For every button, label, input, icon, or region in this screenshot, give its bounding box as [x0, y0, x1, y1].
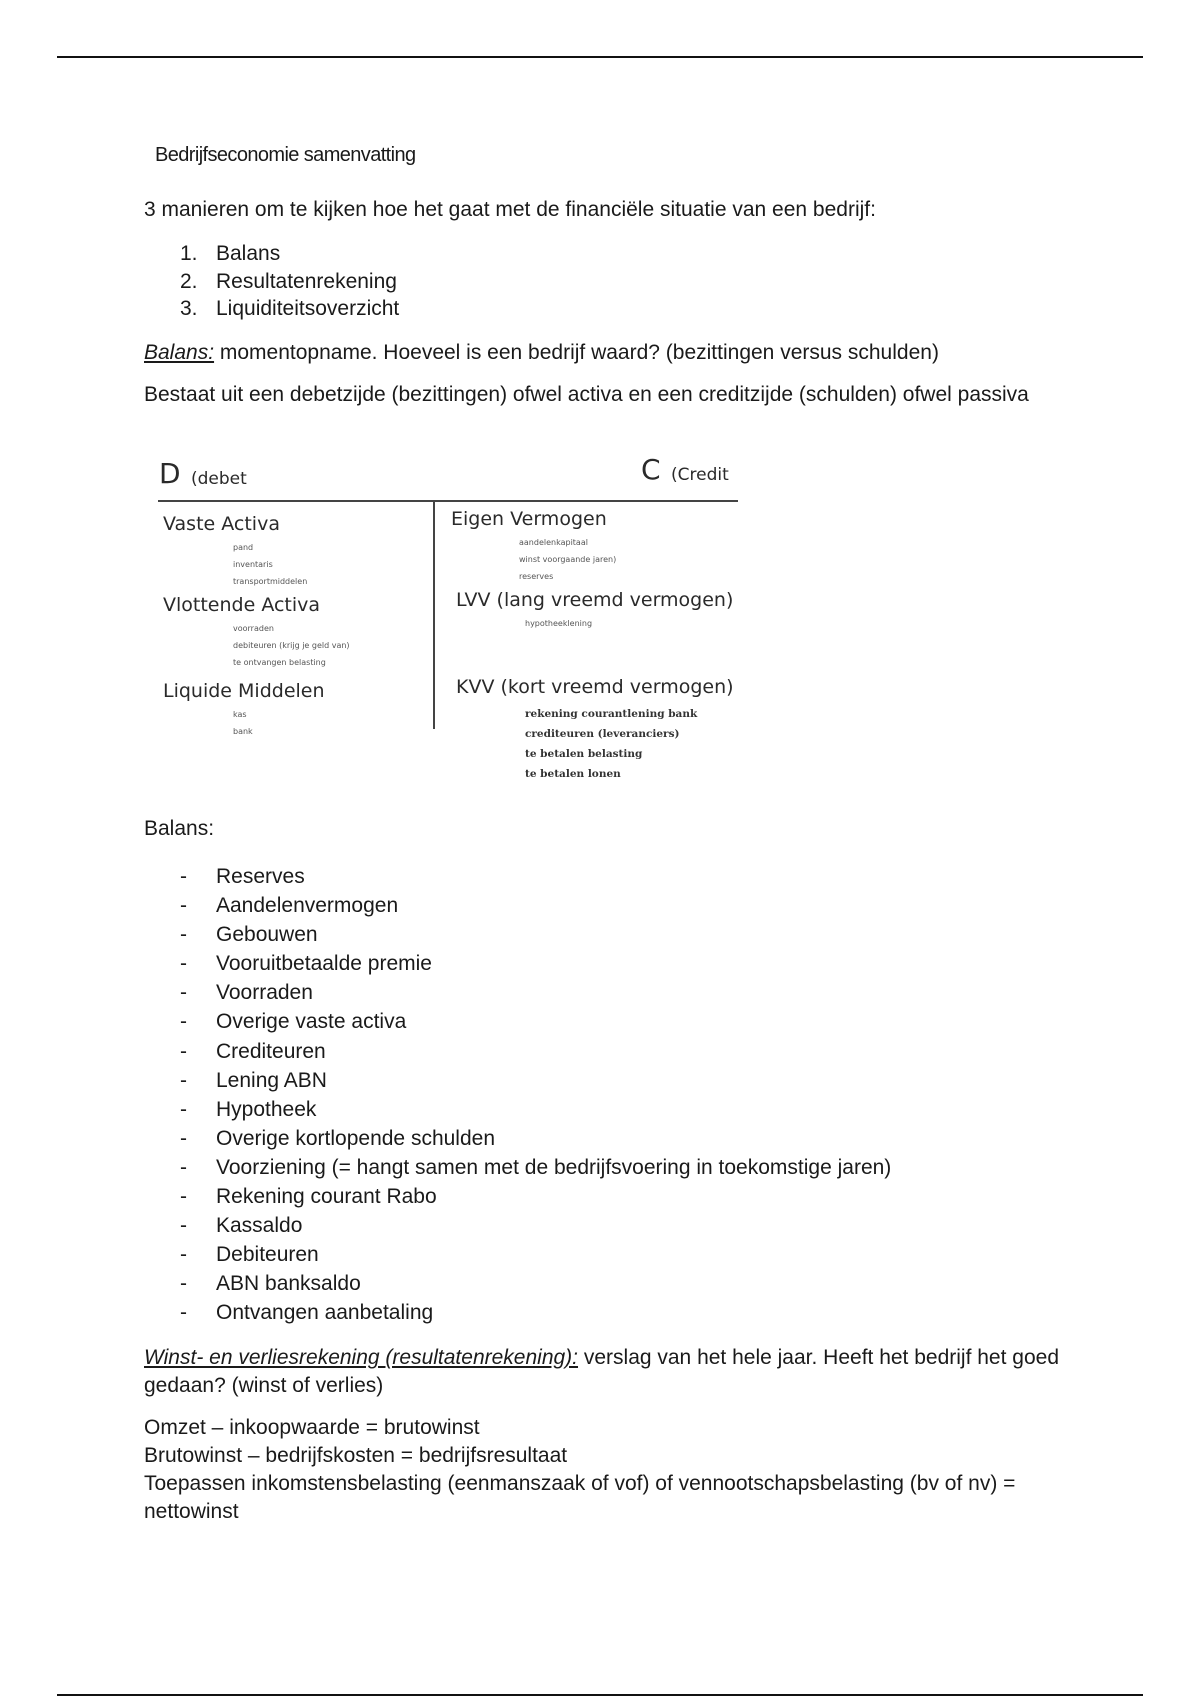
credit-letter: C: [641, 453, 661, 486]
dash-bullet: -: [180, 1126, 187, 1150]
list-item-label: Overige vaste activa: [216, 1010, 407, 1034]
list-item: [180, 1153, 891, 1182]
dash-bullet: -: [180, 952, 187, 976]
list-item-label: Reserves: [216, 865, 305, 888]
debet-letter: D: [159, 457, 181, 490]
heading-vlottende-activa: Vlottende Activa: [163, 594, 321, 616]
winst-definition-text: verslag van het hele jaar. Heeft het bedrijf het goed gedaan? (winst of verlies): [144, 1346, 1059, 1397]
list-item-label: Kassaldo: [216, 1214, 303, 1238]
page-top-rule: [57, 56, 1143, 58]
list-item: [180, 1007, 891, 1036]
list-item: [180, 1066, 891, 1095]
list-item-label: Gebouwen: [216, 923, 318, 947]
sub-item: rekening courantlening bank: [525, 708, 698, 720]
list-item: [180, 240, 399, 268]
dash-bullet: -: [180, 981, 187, 1005]
dash-bullet: -: [180, 1068, 187, 1092]
list-item-label: ABN banksaldo: [216, 1272, 361, 1296]
dash-bullet: -: [180, 1243, 187, 1267]
winst-definition: [144, 1344, 1094, 1400]
heading-vaste-activa: Vaste Activa: [163, 513, 280, 535]
list-number: 2.: [180, 269, 198, 293]
ways-list: [180, 240, 399, 323]
list-item: [180, 949, 891, 978]
list-item-label: Voorziening (= hangt samen met de bedrijfsvoering in toekomstige jaren): [216, 1155, 892, 1179]
list-item-label: Liquiditeitsoverzicht: [216, 297, 400, 320]
list-item-label: Vooruitbetaalde premie: [216, 952, 432, 976]
list-item-label: Ontvangen aanbetaling: [216, 1301, 434, 1325]
list-item-label: Resultatenrekening: [216, 269, 397, 293]
sub-item: te ontvangen belasting: [233, 658, 326, 667]
intro-paragraph: 3 manieren om te kijken hoe het gaat met de financiële situatie van een bedrijf:: [144, 198, 876, 221]
list-item: [180, 1037, 891, 1066]
sub-item: voorraden: [233, 624, 274, 633]
list-item: [180, 1095, 891, 1124]
list-item: [180, 1240, 891, 1269]
t-account-horizontal-line: [158, 500, 738, 502]
dash-bullet: -: [180, 894, 187, 918]
sub-item: inventaris: [233, 560, 273, 569]
dash-bullet: -: [180, 865, 187, 888]
list-item-label: Lening ABN: [216, 1068, 327, 1092]
dash-bullet: -: [180, 1097, 187, 1121]
list-item-label: Hypotheek: [216, 1097, 317, 1121]
sub-item: crediteuren (leveranciers): [525, 728, 680, 740]
list-item: [180, 1124, 891, 1153]
page-bottom-rule: [57, 1694, 1143, 1696]
sub-item: transportmiddelen: [233, 577, 308, 586]
list-item: [180, 1211, 891, 1240]
credit-label: (Credit: [671, 465, 729, 485]
sub-item: debiteuren (krijg je geld van): [233, 641, 350, 650]
list-item-label: Debiteuren: [216, 1243, 319, 1267]
heading-lang-vreemd-vermogen: LVV (lang vreemd vermogen): [456, 589, 734, 611]
list-item: [180, 268, 399, 296]
list-item-label: Voorraden: [216, 981, 313, 1005]
sub-item: winst voorgaande jaren): [519, 555, 617, 564]
balans-items-list: [180, 862, 891, 1328]
balance-diagram: [155, 455, 745, 795]
list-item-label: Overige kortlopende schulden: [216, 1126, 496, 1150]
sub-item: kas: [233, 710, 247, 719]
balans-list-label: Balans:: [144, 817, 215, 840]
balans-definition: [144, 339, 1094, 367]
heading-liquide-middelen: Liquide Middelen: [163, 680, 325, 702]
dash-bullet: -: [180, 1272, 187, 1296]
bestaat-paragraph: Bestaat uit een debetzijde (bezittingen) ofwel activa en een creditzijde (schulden) ofwel passiva: [144, 383, 1029, 406]
list-item: [180, 1269, 891, 1298]
dash-bullet: -: [180, 923, 187, 947]
heading-kort-vreemd-vermogen: KVV (kort vreemd vermogen): [456, 676, 734, 698]
sub-item: pand: [233, 543, 254, 552]
dash-bullet: -: [180, 1185, 187, 1209]
term-winst-en-verliesrekening: Winst- en verliesrekening (resultatenrekening):: [144, 1346, 579, 1369]
dash-bullet: -: [180, 1039, 187, 1063]
dash-bullet: -: [180, 1301, 187, 1325]
list-item-label: Rekening courant Rabo: [216, 1185, 437, 1209]
term-balans: Balans:: [144, 341, 215, 364]
sub-item: reserves: [519, 572, 554, 581]
list-item: [180, 1182, 891, 1211]
debet-label: (debet: [191, 469, 247, 489]
list-item-label: Balans: [216, 242, 281, 265]
sub-item: te betalen lonen: [525, 768, 621, 780]
sub-item: bank: [233, 727, 253, 736]
list-item: [180, 295, 399, 323]
list-item: [180, 1298, 891, 1327]
formula-line: Brutowinst – bedrijfskosten = bedrijfsresultaat: [144, 1444, 568, 1467]
dash-bullet: -: [180, 1010, 187, 1034]
formula-line: Omzet – inkoopwaarde = brutowinst: [144, 1416, 480, 1439]
heading-eigen-vermogen: Eigen Vermogen: [451, 508, 607, 530]
list-item-label: Aandelenvermogen: [216, 894, 399, 918]
balans-definition-text: momentopname. Hoeveel is een bedrijf waard? (bezittingen versus schulden): [214, 341, 939, 364]
t-account-vertical-line: [433, 501, 435, 729]
document-title: Bedrijfseconomie samenvatting: [155, 144, 416, 166]
list-item: [180, 978, 891, 1007]
list-item: [180, 862, 891, 891]
sub-item: te betalen belasting: [525, 748, 643, 760]
list-item-label: Crediteuren: [216, 1039, 326, 1063]
list-item: [180, 920, 891, 949]
sub-item: hypotheeklening: [525, 619, 593, 628]
list-item: [180, 891, 891, 920]
sub-item: aandelenkapitaal: [519, 538, 588, 547]
list-number: 1.: [180, 242, 198, 265]
list-number: 3.: [180, 297, 198, 320]
dash-bullet: -: [180, 1214, 187, 1238]
dash-bullet: -: [180, 1155, 187, 1179]
formula-line: Toepassen inkomstensbelasting (eenmanszaak of vof) of vennootschapsbelasting (bv of nv) = nettowinst: [144, 1472, 1016, 1523]
